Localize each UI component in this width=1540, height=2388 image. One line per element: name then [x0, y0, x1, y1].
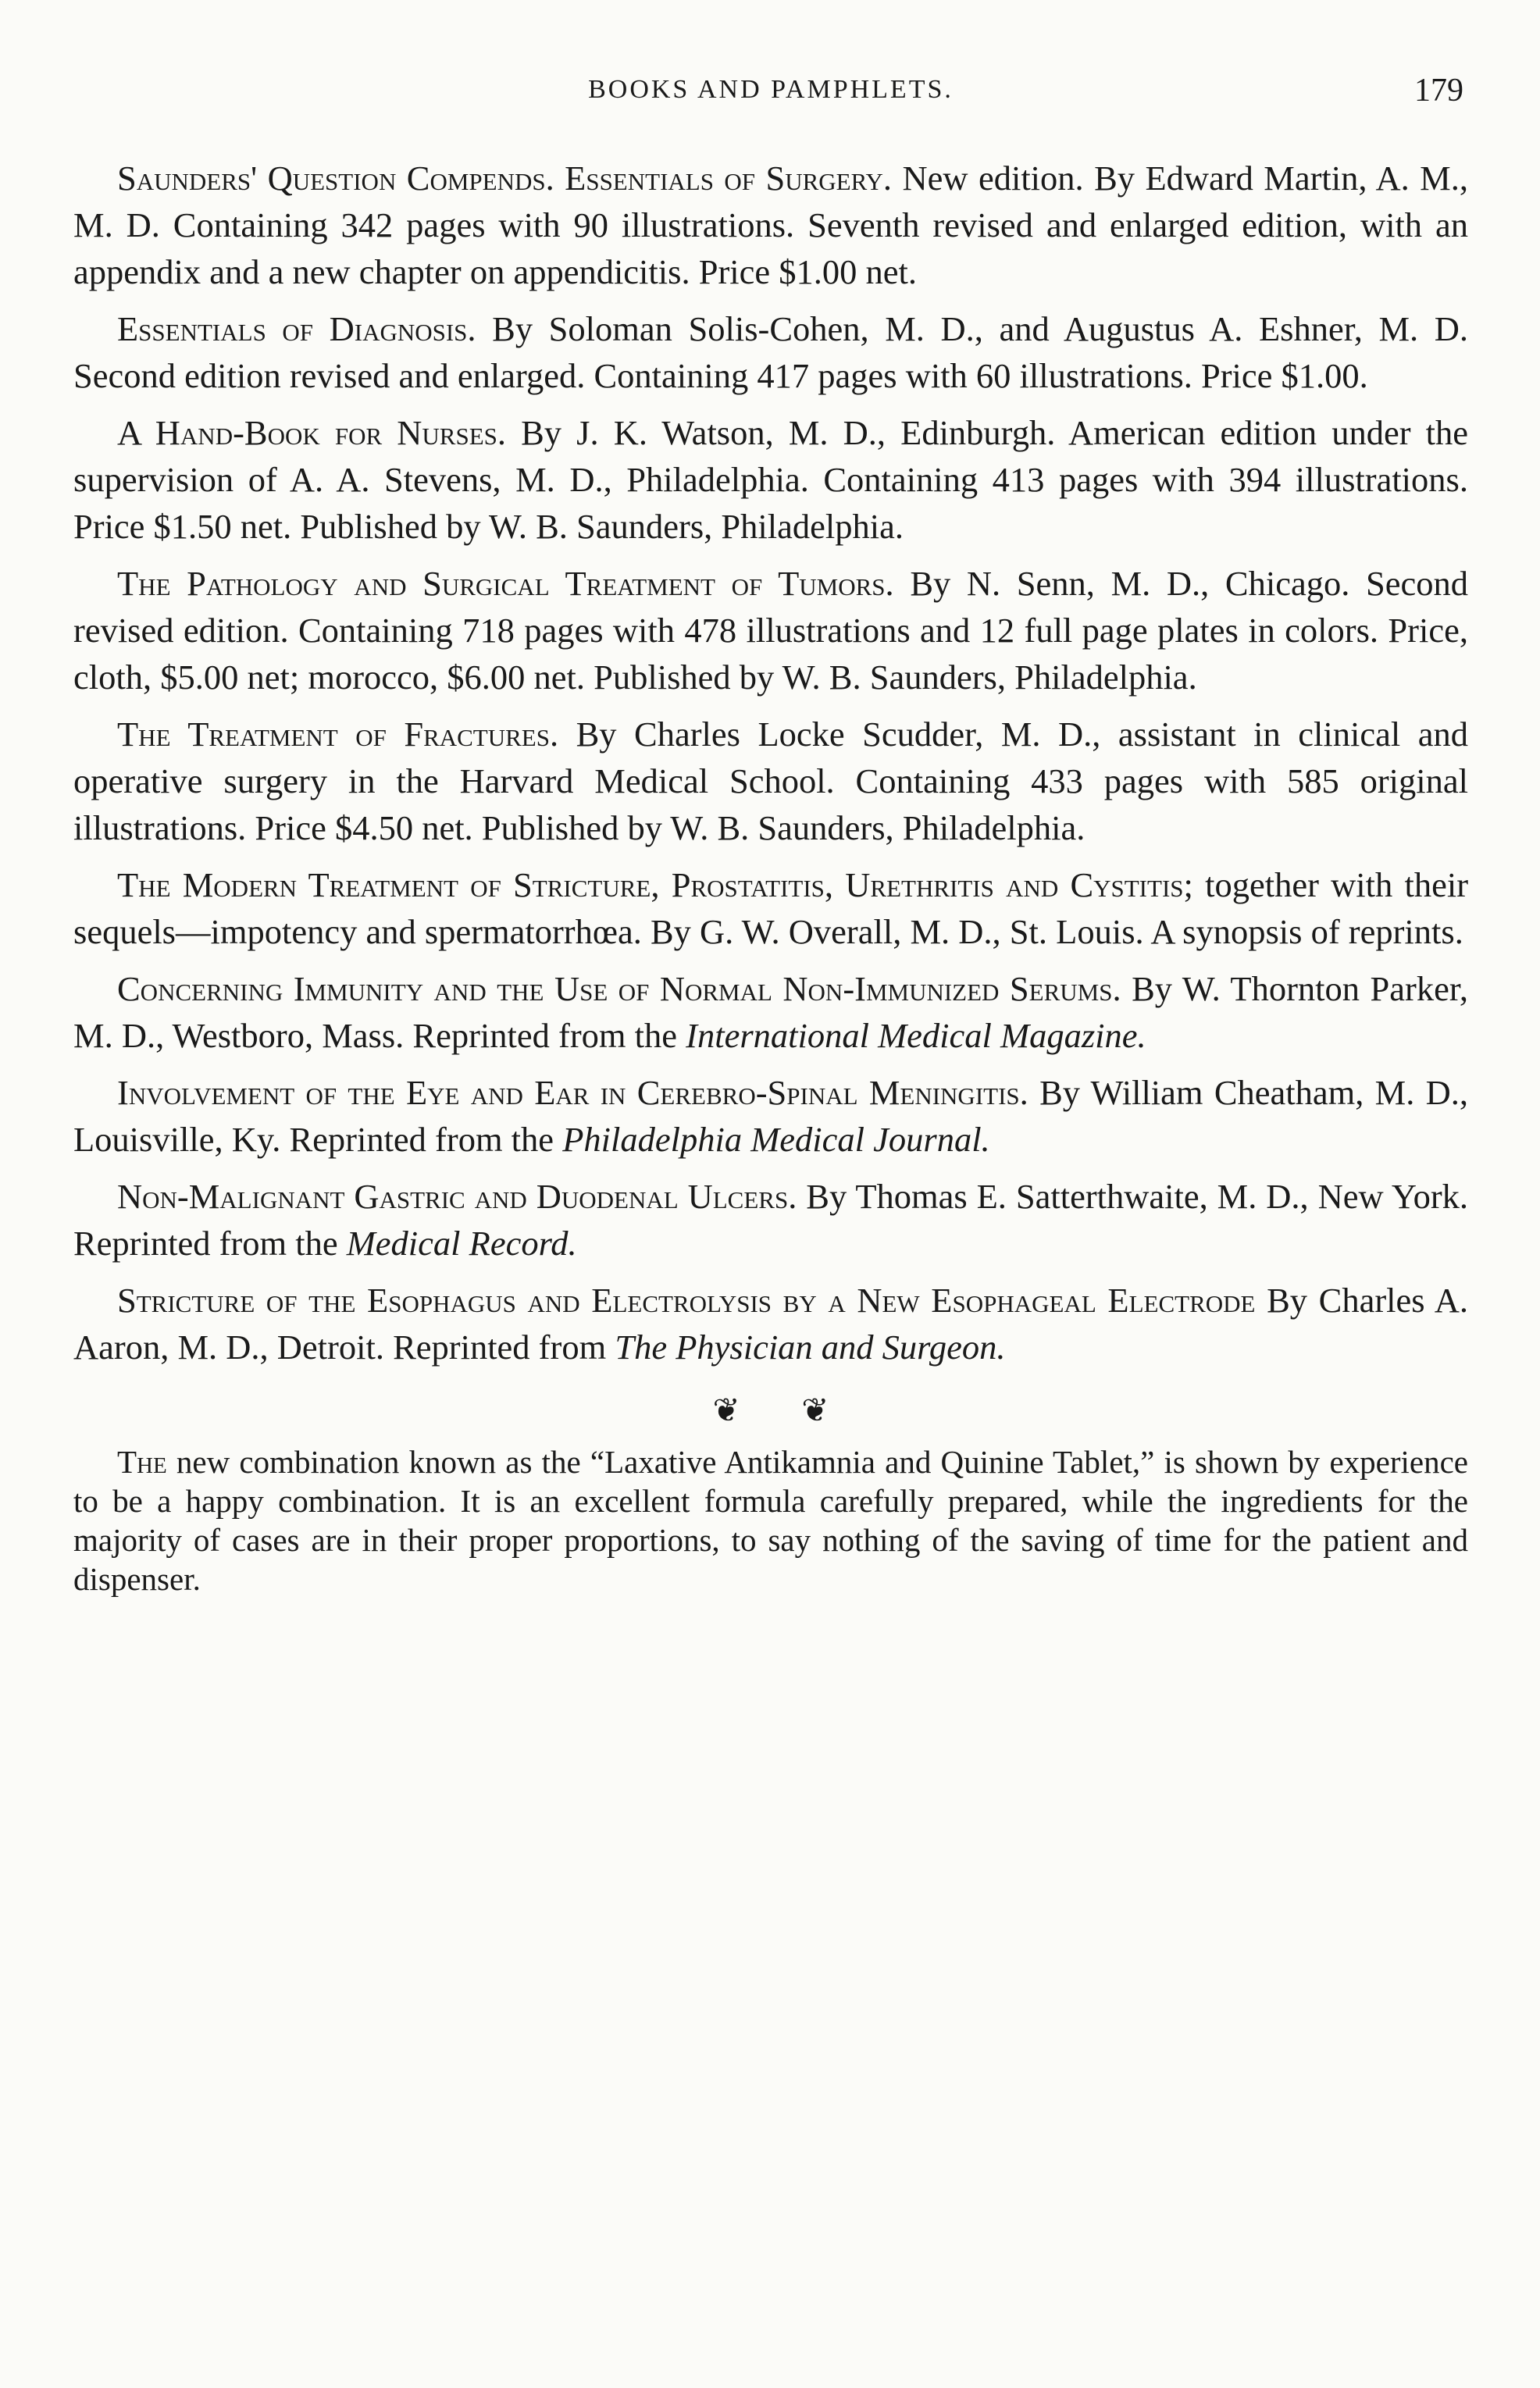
entry-text: By Charles Locke Scudder, M. D., assistant in clinical and operative surgery in the Harvard Medical School. Containing 433 pages with 585 original illustrations. Price $4.50 net. Published by W. B. Saunders, Philadelphia. [73, 715, 1468, 847]
entry-text: By Thomas E. Satterthwaite, M. D., New York. Reprinted from the [73, 1177, 1469, 1263]
journal-name: Medical Record. [346, 1224, 577, 1263]
entry-text: together with their sequels—impotency and spermatorrhœa. By G. W. Overall, M. D., St. Louis. A synopsis of reprints. [73, 865, 1469, 951]
entry-text: By Charles A. Aaron, M. D., Detroit. Reprinted from [73, 1281, 1469, 1367]
journal-name: Philadelphia Medical Journal. [562, 1120, 990, 1159]
book-entry-essentials-of-surgery [73, 155, 1468, 295]
entry-title: Non-Malignant Gastric and Duodenal Ulcers. [117, 1177, 797, 1216]
fleuron-icon: ❦ [712, 1393, 740, 1429]
pamphlet-entry-gastric-ulcers [73, 1173, 1468, 1267]
section-ornament [73, 1391, 1468, 1430]
book-entry-treatment-of-stricture [73, 861, 1468, 955]
entry-text: By Soloman Solis-Cohen, M. D., and Augustus A. Eshner, M. D. Second edition revised and enlarged. Containing 417 pages with 60 illustrations. Price $1.00. [73, 309, 1468, 395]
entry-title: The Treatment of Fractures. [117, 715, 559, 754]
book-list [73, 155, 1468, 1599]
entry-title: A Hand-Book for Nurses. [117, 413, 506, 452]
book-entry-essentials-of-diagnosis [73, 305, 1468, 399]
book-entry-pathology-of-tumors [73, 560, 1468, 700]
entry-text: By J. K. Watson, M. D., Edinburgh. American edition under the supervision of A. A. Stevens, M. D., Philadelphia. Containing 413 pages with 394 illustrations. Price $1.50 net. Published by W. B. Saunders, Philadelphia. [73, 413, 1468, 546]
journal-name: International Medical Magazine. [686, 1016, 1146, 1055]
advertisement-notice [73, 1442, 1468, 1599]
pamphlet-entry-esophageal-electrode [73, 1277, 1468, 1370]
entry-title: Concerning Immunity and the Use of Normal Non-Immunized Serums. [117, 969, 1121, 1008]
entry-text: By W. Thornton Parker, M. D., Westboro, Mass. Reprinted from the [73, 969, 1468, 1055]
entry-text: By N. Senn, M. D., Chicago. Second revised edition. Containing 718 pages with 478 illustrations and 12 full page plates in colors. Price, cloth, $5.00 net; morocco, $6.00 net. Published by W. B. Saunders, Philadelphia. [73, 564, 1468, 697]
entry-text: By William Cheatham, M. D., Louisville, Ky. Reprinted from the [73, 1073, 1469, 1159]
pamphlet-entry-cerebro-spinal-meningitis [73, 1069, 1468, 1163]
running-head [73, 72, 1468, 122]
entry-title: Saunders' Question Compends. Essentials of Surgery. [117, 159, 893, 198]
entry-title: The Pathology and Surgical Treatment of Tumors. [117, 564, 894, 603]
page-number: 179 [1414, 73, 1463, 109]
entry-title: The Modern Treatment of Stricture, Prostatitis, Urethritis and Cystitis; [117, 865, 1193, 904]
book-entry-treatment-of-fractures [73, 711, 1468, 851]
entry-title: Stricture of the Esophagus and Electrolysis by a New Esophageal Electrode [117, 1281, 1256, 1320]
entry-text: New edition. By Edward Martin, A. M., M. D. Containing 342 pages with 90 illustrations. Seventh revised and enlarged edition, with an appendix and a new chapter on appendicitis. Price $1.00 net. [73, 159, 1469, 291]
entry-title: Essentials of Diagnosis. [117, 309, 476, 348]
notice-text: new combination known as the “Laxative Antikamnia and Quinine Tablet,” is shown by experience to be a happy combination. It is an excellent formula carefully prepared, while the ingredients for the majority of cases are in their proper proportions, to say nothing of the saving of time for the patient and dispenser. [73, 1444, 1469, 1597]
entry-title: Involvement of the Eye and Ear in Cerebro-Spinal Meningitis. [117, 1073, 1028, 1112]
running-title: BOOKS AND PAMPHLETS. [588, 75, 954, 104]
fleuron-icon: ❦ [801, 1393, 829, 1429]
pamphlet-entry-immunity-serums [73, 965, 1468, 1059]
book-entry-hand-book-for-nurses [73, 409, 1468, 550]
notice-lead-word: The [117, 1444, 167, 1480]
journal-name: The Physician and Surgeon. [615, 1328, 1006, 1367]
